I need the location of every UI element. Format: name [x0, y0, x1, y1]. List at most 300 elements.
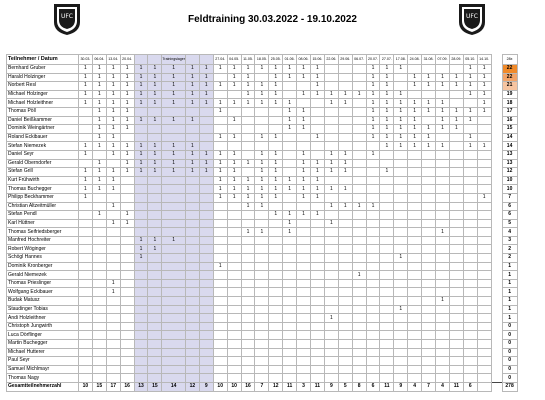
attendance-cell	[134, 271, 148, 280]
attendance-cell	[79, 245, 93, 254]
attendance-cell	[477, 305, 491, 314]
attendance-cell	[162, 305, 186, 314]
attendance-cell	[297, 348, 311, 357]
attendance-cell	[436, 133, 450, 142]
attendance-cell	[134, 322, 148, 331]
date-header: 06.04.	[92, 55, 106, 65]
attendance-cell: 1	[241, 82, 255, 91]
attendance-cell: 1	[366, 99, 380, 108]
attendance-cell	[408, 245, 422, 254]
attendance-cell	[297, 236, 311, 245]
attendance-cell: 1	[449, 125, 463, 134]
attendance-cell	[148, 219, 162, 228]
attendance-cell	[106, 254, 120, 263]
row-spacer	[491, 245, 502, 254]
attendance-cell: 1	[380, 107, 394, 116]
attendance-cell	[449, 348, 463, 357]
attendance-cell	[162, 322, 186, 331]
header-spacer	[491, 55, 502, 65]
attendance-cell	[324, 322, 338, 331]
row-spacer	[491, 322, 502, 331]
attendance-cell: 1	[436, 116, 450, 125]
attendance-cell: 1	[297, 211, 311, 220]
attendance-cell: 1	[422, 107, 436, 116]
attendance-cell	[352, 357, 366, 366]
attendance-cell: 1	[120, 82, 134, 91]
attendance-cell	[380, 297, 394, 306]
sum-cell: 6	[366, 382, 380, 391]
attendance-cell	[106, 357, 120, 366]
attendance-cell	[199, 133, 213, 142]
attendance-cell	[408, 262, 422, 271]
attendance-cell: 1	[213, 65, 227, 74]
attendance-cell: 1	[134, 245, 148, 254]
attendance-cell	[199, 211, 213, 220]
attendance-cell	[338, 107, 352, 116]
attendance-cell: 1	[297, 176, 311, 185]
attendance-cell	[436, 236, 450, 245]
attendance-cell	[324, 340, 338, 349]
attendance-cell	[463, 322, 477, 331]
participant-name: Luca Dörflinger	[7, 331, 79, 340]
attendance-cell	[338, 288, 352, 297]
attendance-cell: 1	[241, 73, 255, 82]
attendance-cell	[463, 211, 477, 220]
attendance-cell	[297, 322, 311, 331]
attendance-cell	[120, 331, 134, 340]
attendance-cell	[338, 228, 352, 237]
attendance-cell	[463, 159, 477, 168]
attendance-cell: 1	[311, 65, 325, 74]
attendance-cell: 1	[199, 150, 213, 159]
row-spacer	[491, 340, 502, 349]
sum-cell: 6	[463, 382, 477, 391]
attendance-cell	[324, 357, 338, 366]
attendance-cell	[422, 297, 436, 306]
participant-total: 0	[502, 374, 517, 383]
attendance-cell: 1	[324, 202, 338, 211]
attendance-cell: 1	[255, 193, 269, 202]
attendance-cell	[106, 245, 120, 254]
attendance-cell	[463, 314, 477, 323]
attendance-cell	[311, 331, 325, 340]
attendance-cell	[338, 348, 352, 357]
attendance-cell	[255, 73, 269, 82]
attendance-cell: 1	[148, 73, 162, 82]
attendance-cell	[79, 374, 93, 383]
attendance-cell: 1	[213, 176, 227, 185]
attendance-cell	[463, 219, 477, 228]
attendance-cell	[199, 297, 213, 306]
attendance-cell	[92, 279, 106, 288]
attendance-cell: 1	[283, 65, 297, 74]
attendance-cell	[185, 262, 199, 271]
attendance-cell	[283, 142, 297, 151]
attendance-cell	[241, 374, 255, 383]
attendance-cell: 1	[311, 176, 325, 185]
attendance-cell: 1	[311, 90, 325, 99]
sum-cell: 12	[185, 382, 199, 391]
attendance-cell	[297, 202, 311, 211]
attendance-cell: 1	[185, 150, 199, 159]
attendance-cell	[408, 90, 422, 99]
attendance-cell	[79, 348, 93, 357]
attendance-cell	[366, 236, 380, 245]
attendance-cell	[199, 125, 213, 134]
attendance-cell: 1	[162, 99, 186, 108]
attendance-cell	[199, 219, 213, 228]
date-header: 31.08.	[422, 55, 436, 65]
attendance-cell	[134, 374, 148, 383]
attendance-cell: 1	[366, 133, 380, 142]
attendance-cell	[311, 99, 325, 108]
attendance-cell	[213, 314, 227, 323]
attendance-cell	[436, 322, 450, 331]
attendance-cell	[227, 340, 241, 349]
attendance-cell: 1	[269, 65, 283, 74]
attendance-cell: 1	[463, 107, 477, 116]
date-header: 25.05.	[269, 55, 283, 65]
attendance-cell	[148, 279, 162, 288]
page-title: Feldtraining 30.03.2022 - 19.10.2022	[188, 14, 357, 25]
attendance-cell	[297, 82, 311, 91]
attendance-cell: 1	[311, 159, 325, 168]
attendance-cell	[477, 211, 491, 220]
attendance-cell	[324, 279, 338, 288]
attendance-cell	[162, 254, 186, 263]
attendance-cell: 1	[436, 107, 450, 116]
attendance-cell: 1	[79, 99, 93, 108]
attendance-cell	[477, 133, 491, 142]
attendance-cell	[148, 331, 162, 340]
table-row	[7, 133, 518, 142]
attendance-cell	[134, 279, 148, 288]
attendance-cell	[422, 150, 436, 159]
sum-cell: 10	[79, 382, 93, 391]
attendance-cell	[477, 228, 491, 237]
attendance-cell	[269, 202, 283, 211]
attendance-cell: 1	[297, 168, 311, 177]
attendance-cell	[324, 262, 338, 271]
attendance-cell: 1	[255, 90, 269, 99]
attendance-cell	[324, 374, 338, 383]
attendance-cell	[213, 202, 227, 211]
participant-total: 16	[502, 116, 517, 125]
attendance-cell	[394, 202, 408, 211]
attendance-cell	[213, 271, 227, 280]
attendance-cell	[366, 305, 380, 314]
participant-total: 0	[502, 357, 517, 366]
attendance-cell: 1	[227, 133, 241, 142]
table-row	[7, 116, 518, 125]
attendance-cell: 1	[366, 90, 380, 99]
participant-name: Daniel Beißkammer	[7, 116, 79, 125]
attendance-cell	[269, 340, 283, 349]
participant-total: 21	[502, 82, 517, 91]
attendance-cell	[162, 193, 186, 202]
attendance-cell: 1	[477, 90, 491, 99]
attendance-cell	[79, 340, 93, 349]
attendance-cell	[394, 73, 408, 82]
attendance-cell	[436, 176, 450, 185]
attendance-cell: 1	[162, 65, 186, 74]
attendance-cell: 1	[283, 116, 297, 125]
attendance-cell: 1	[185, 116, 199, 125]
attendance-cell	[352, 125, 366, 134]
attendance-cell	[241, 340, 255, 349]
attendance-cell	[366, 245, 380, 254]
attendance-cell	[297, 357, 311, 366]
attendance-cell	[338, 262, 352, 271]
attendance-cell	[92, 228, 106, 237]
attendance-cell	[92, 288, 106, 297]
attendance-cell	[148, 288, 162, 297]
attendance-cell	[422, 185, 436, 194]
attendance-cell: 1	[92, 142, 106, 151]
attendance-cell	[227, 245, 241, 254]
attendance-cell	[477, 159, 491, 168]
table-row	[7, 159, 518, 168]
attendance-cell	[352, 262, 366, 271]
attendance-cell	[422, 202, 436, 211]
attendance-cell	[199, 322, 213, 331]
attendance-cell	[380, 150, 394, 159]
attendance-cell	[199, 245, 213, 254]
date-header: 24.08.	[408, 55, 422, 65]
sum-cell: 16	[241, 382, 255, 391]
attendance-cell	[394, 176, 408, 185]
attendance-cell	[394, 245, 408, 254]
attendance-cell	[227, 262, 241, 271]
attendance-cell	[352, 73, 366, 82]
attendance-cell: 1	[106, 202, 120, 211]
participant-total: 1	[502, 288, 517, 297]
table-row	[7, 228, 518, 237]
attendance-cell: 1	[213, 150, 227, 159]
attendance-cell	[106, 271, 120, 280]
attendance-cell: 1	[394, 125, 408, 134]
attendance-cell	[199, 236, 213, 245]
sum-cell: 17	[106, 382, 120, 391]
attendance-cell	[255, 116, 269, 125]
attendance-cell	[79, 107, 93, 116]
attendance-cell: 1	[92, 159, 106, 168]
participant-total: 1	[502, 262, 517, 271]
attendance-cell	[134, 176, 148, 185]
attendance-cell	[311, 107, 325, 116]
attendance-cell	[449, 150, 463, 159]
attendance-cell	[134, 219, 148, 228]
date-header	[199, 55, 213, 65]
attendance-cell	[120, 193, 134, 202]
attendance-cell	[79, 271, 93, 280]
attendance-cell	[199, 348, 213, 357]
attendance-cell	[394, 288, 408, 297]
attendance-cell	[324, 348, 338, 357]
attendance-cell	[255, 288, 269, 297]
attendance-cell: 1	[422, 73, 436, 82]
attendance-cell	[185, 365, 199, 374]
attendance-cell: 1	[269, 211, 283, 220]
attendance-cell: 1	[283, 107, 297, 116]
attendance-cell	[394, 262, 408, 271]
attendance-cell	[120, 322, 134, 331]
attendance-cell	[394, 297, 408, 306]
attendance-cell	[477, 340, 491, 349]
participant-name: Kurt Frühwirth	[7, 176, 79, 185]
attendance-cell	[269, 271, 283, 280]
attendance-cell	[449, 202, 463, 211]
attendance-cell: 1	[227, 82, 241, 91]
attendance-cell	[338, 365, 352, 374]
attendance-cell	[162, 288, 186, 297]
participant-name: Thomas Buchegger	[7, 185, 79, 194]
attendance-cell: 1	[311, 73, 325, 82]
attendance-cell: 1	[241, 90, 255, 99]
attendance-cell	[380, 176, 394, 185]
attendance-cell: 1	[79, 185, 93, 194]
table-row	[7, 99, 518, 108]
table-row	[7, 82, 518, 91]
attendance-cell: 1	[366, 150, 380, 159]
attendance-cell: 1	[185, 99, 199, 108]
attendance-cell: 1	[436, 82, 450, 91]
attendance-cell	[148, 374, 162, 383]
attendance-cell	[477, 185, 491, 194]
attendance-cell: 1	[255, 150, 269, 159]
attendance-cell: 1	[79, 73, 93, 82]
attendance-cell: 1	[120, 168, 134, 177]
attendance-cell: 1	[79, 142, 93, 151]
attendance-cell: 1	[394, 142, 408, 151]
attendance-cell: 1	[241, 193, 255, 202]
attendance-cell	[449, 99, 463, 108]
attendance-cell	[269, 228, 283, 237]
attendance-cell	[422, 254, 436, 263]
attendance-cell	[227, 107, 241, 116]
attendance-cell	[324, 211, 338, 220]
attendance-cell	[463, 202, 477, 211]
attendance-cell	[283, 288, 297, 297]
date-header: 15.06.	[311, 55, 325, 65]
attendance-cell: 1	[380, 82, 394, 91]
participant-name: Wolfgang Eckibauer	[7, 288, 79, 297]
date-header: 17.08.	[394, 55, 408, 65]
attendance-cell: 1	[408, 116, 422, 125]
attendance-cell	[408, 168, 422, 177]
attendance-cell	[106, 374, 120, 383]
attendance-cell: 1	[311, 193, 325, 202]
attendance-cell	[92, 305, 106, 314]
attendance-cell	[255, 279, 269, 288]
attendance-cell	[297, 142, 311, 151]
attendance-cell: 1	[227, 159, 241, 168]
attendance-cell	[463, 228, 477, 237]
attendance-cell	[436, 168, 450, 177]
attendance-cell	[92, 254, 106, 263]
attendance-cell: 1	[134, 116, 148, 125]
attendance-cell	[477, 176, 491, 185]
attendance-cell: 1	[255, 159, 269, 168]
attendance-cell: 1	[185, 65, 199, 74]
attendance-cell	[120, 365, 134, 374]
participant-total: 7	[502, 193, 517, 202]
attendance-cell	[227, 228, 241, 237]
attendance-cell	[311, 219, 325, 228]
row-spacer	[491, 297, 502, 306]
attendance-cell	[185, 322, 199, 331]
sum-cell: 11	[449, 382, 463, 391]
attendance-cell: 1	[241, 228, 255, 237]
attendance-cell	[436, 219, 450, 228]
row-spacer	[491, 357, 502, 366]
attendance-cell: 1	[255, 185, 269, 194]
attendance-cell	[463, 365, 477, 374]
attendance-cell: 1	[241, 159, 255, 168]
attendance-cell	[283, 133, 297, 142]
attendance-cell	[255, 211, 269, 220]
attendance-cell	[380, 271, 394, 280]
attendance-cell	[227, 374, 241, 383]
svg-text:UFC: UFC	[465, 13, 479, 20]
row-spacer	[491, 202, 502, 211]
attendance-cell: 1	[162, 116, 186, 125]
attendance-cell	[352, 65, 366, 74]
attendance-cell	[352, 314, 366, 323]
attendance-cell: 1	[380, 125, 394, 134]
attendance-cell: 1	[324, 185, 338, 194]
attendance-cell	[297, 99, 311, 108]
sum-cell: 4	[408, 382, 422, 391]
attendance-cell	[449, 176, 463, 185]
attendance-cell	[477, 322, 491, 331]
participant-name: Budak Matusz	[7, 297, 79, 306]
attendance-cell	[449, 193, 463, 202]
attendance-cell	[213, 245, 227, 254]
attendance-cell	[106, 365, 120, 374]
attendance-cell: 1	[324, 219, 338, 228]
attendance-cell	[227, 202, 241, 211]
row-spacer	[491, 90, 502, 99]
participant-total: 2	[502, 254, 517, 263]
attendance-cell	[241, 245, 255, 254]
attendance-cell: 1	[338, 150, 352, 159]
attendance-cell: 1	[380, 168, 394, 177]
attendance-cell: 1	[106, 116, 120, 125]
attendance-cell	[297, 219, 311, 228]
attendance-cell	[106, 193, 120, 202]
attendance-cell	[241, 150, 255, 159]
attendance-cell	[311, 236, 325, 245]
attendance-cell	[283, 236, 297, 245]
attendance-cell	[394, 340, 408, 349]
attendance-cell	[311, 262, 325, 271]
sum-cell: 12	[269, 382, 283, 391]
table-row	[7, 322, 518, 331]
attendance-cell	[436, 90, 450, 99]
participant-total: 0	[502, 322, 517, 331]
attendance-cell	[297, 314, 311, 323]
attendance-cell	[449, 90, 463, 99]
attendance-cell	[436, 279, 450, 288]
attendance-cell	[185, 374, 199, 383]
attendance-cell: 1	[297, 107, 311, 116]
attendance-cell	[477, 125, 491, 134]
attendance-cell	[199, 365, 213, 374]
attendance-cell: 1	[422, 125, 436, 134]
attendance-cell	[92, 271, 106, 280]
attendance-cell	[477, 348, 491, 357]
